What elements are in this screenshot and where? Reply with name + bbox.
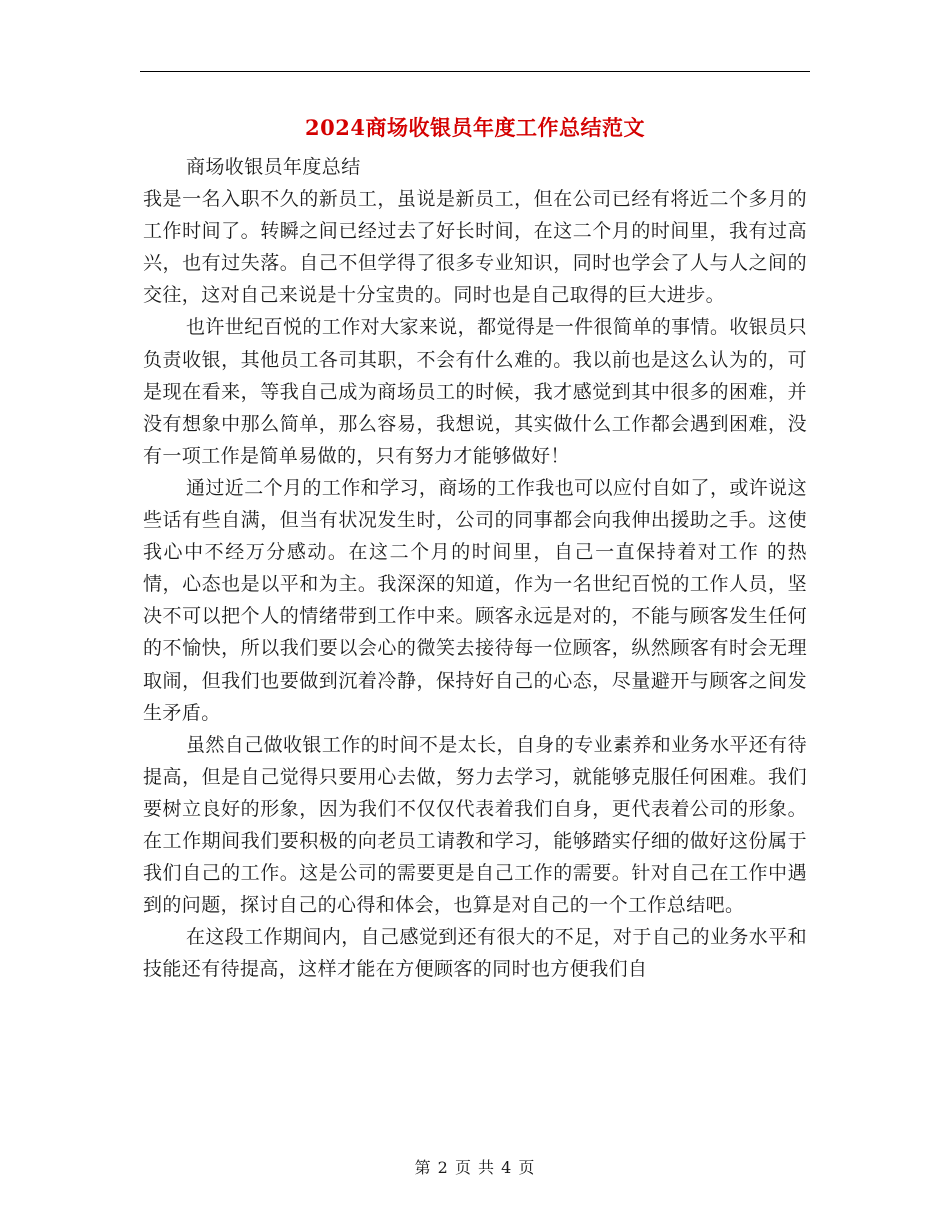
document-title: 2024商场收银员年度工作总结范文 (305, 115, 645, 140)
paragraph-shortcomings: 在这段工作期间内，自己感觉到还有很大的不足，对于自己的业务水平和技能还有待提高，这样才能在方便顾客的同时也方便我们自 (143, 926, 807, 981)
page-number-footer: 第 2 页 共 4 页 (414, 1158, 536, 1177)
paragraph-attitude: 通过近二个月的工作和学习，商场的工作我也可以应付自如了，或许说这些话有些自满，但当有状况发生时，公司的同事都会向我伸出援助之手。这使我心中不经万分感动。在这二个月的时间里，自己一直保持着对工作 的热情，心态也是以平和为主。我深深的知道，作为一名世纪百悦的工作人员，坚决不可以把个人的情绪带到工作中来。顾客永远是对的，不能与顾客发生任何的不愉快，所以我们要以会心的微笑去接待每一位顾客，纵然顾客有时会无理取闹，但我们也要做到沉着冷静，保持好自己的心态，尽量避开与顾客之间发生矛盾。 (143, 476, 807, 724)
paragraph-difficulty: 也许世纪百悦的工作对大家来说，都觉得是一件很简单的事情。收银员只负责收银，其他员工各司其职，不会有什么难的。我以前也是这么认为的，可是现在看来，等我自己成为商场员工的时候，我才感觉到其中很多的困难，并没有想象中那么简单，那么容易，我想说，其实做什么工作都会遇到困难，没有一项工作是简单易做的，只有努力才能够做好！ (143, 316, 807, 467)
paragraph-subtitle: 商场收银员年度总结 (186, 156, 361, 178)
document-body (143, 151, 807, 985)
paragraph-improvement: 虽然自己做收银工作的时间不是太长，自身的专业素养和业务水平还有待提高，但是自己觉得只要用心去做，努力去学习，就能够克服任何困难。我们要树立良好的形象，因为我们不仅仅代表着我们自身，更代表着公司的形象。在工作期间我们要积极的向老员工请教和学习，能够踏实仔细的做好这份属于我们自己的工作。这是公司的需要更是自己工作的需要。针对自己在工作中遇到的问题，探讨自己的心得和体会，也算是对自己的一个工作总结吧。 (143, 733, 807, 917)
header-rule (140, 71, 810, 72)
paragraph-intro: 我是一名入职不久的新员工，虽说是新员工，但在公司已经有将近二个多月的工作时间了。转瞬之间已经过去了好长时间，在这二个月的时间里，我有过高兴，也有过失落。自己不但学得了很多专业知识，同时也学会了人与人之间的交往，这对自己来说是十分宝贵的。同时也是自己取得的巨大进步。 (143, 188, 807, 307)
